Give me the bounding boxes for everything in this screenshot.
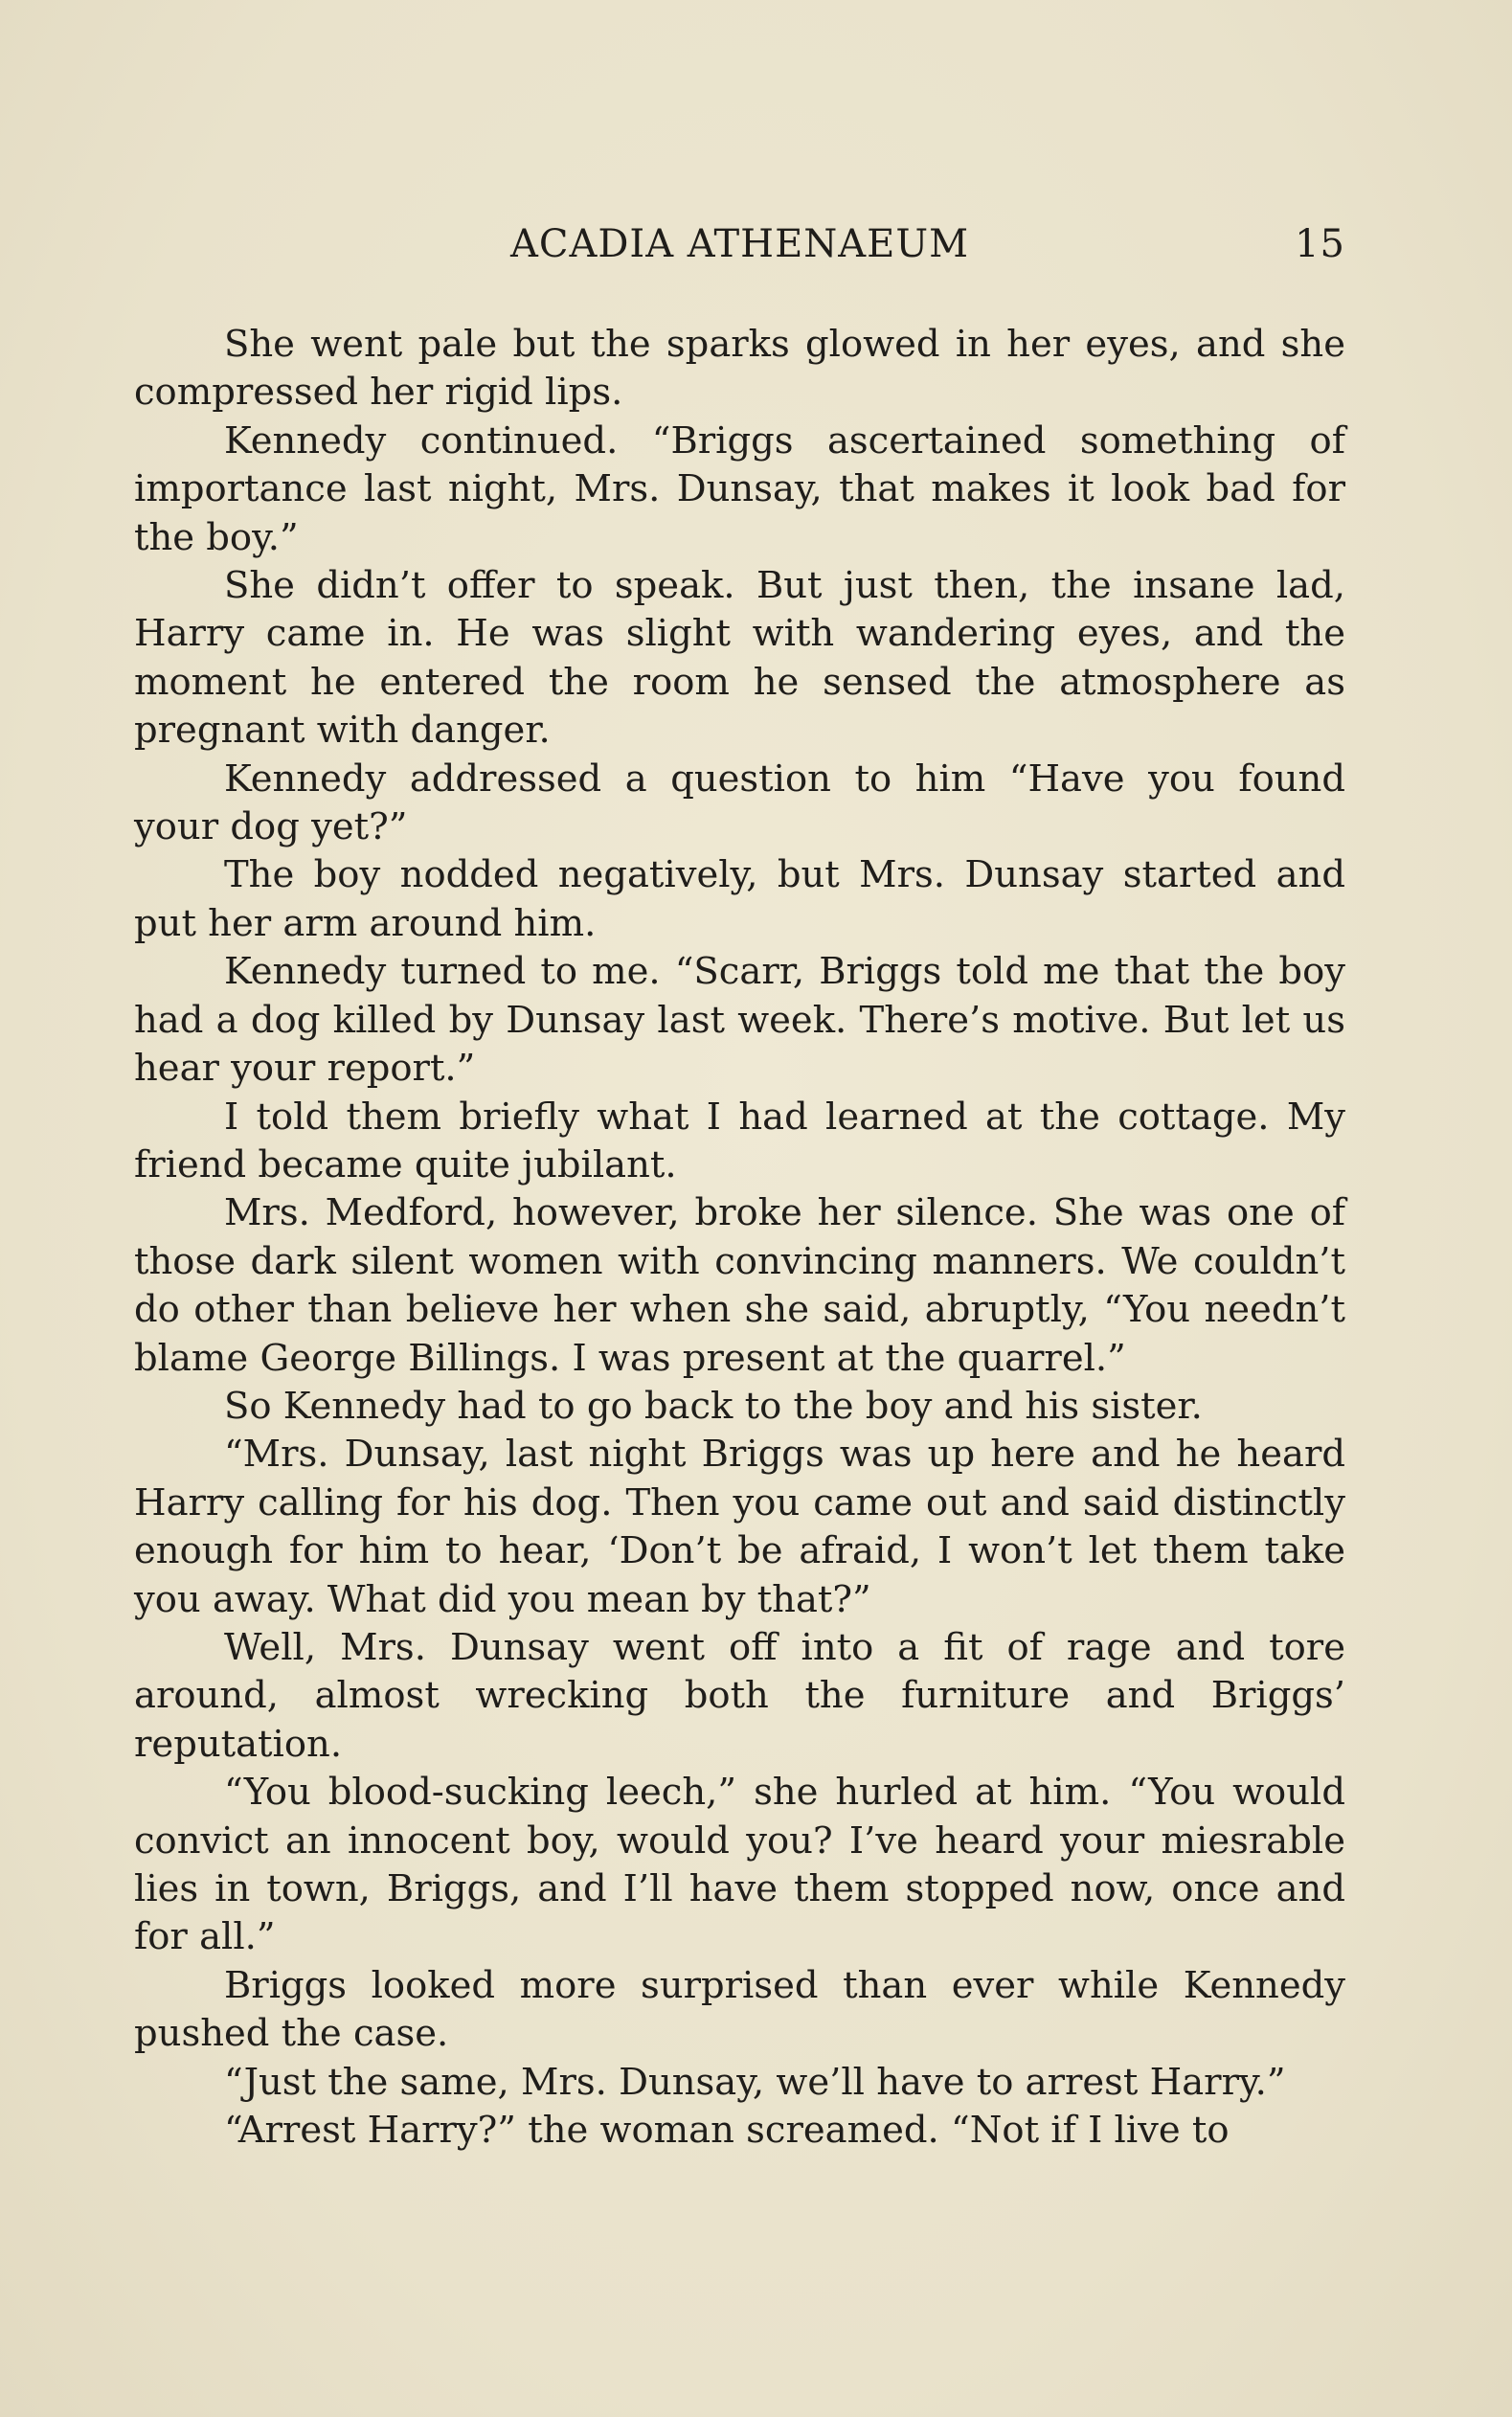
paragraph: Kennedy turned to me. “Scarr, Briggs told me that the boy had a dog killed by Dunsay last week. There’s motive. But let us hear your report.” (134, 950, 1345, 1091)
running-head (134, 222, 1345, 280)
page-number: 15 (1295, 222, 1345, 266)
paragraph: Well, Mrs. Dunsay went off into a fit of rage and tore around, almost wrecking both the furniture and Briggs’ reputation. (134, 1625, 1345, 1766)
body-text (134, 321, 1345, 2155)
paragraph: Kennedy addressed a question to him “Have you found your dog yet?” (134, 757, 1345, 849)
paragraph: I told them briefly what I had learned at the cottage. My friend became quite jubilant. (134, 1095, 1345, 1186)
paragraph: She went pale but the sparks glowed in her eyes, and she compressed her rigid lips. (134, 323, 1345, 415)
paragraph: So Kennedy had to go back to the boy and his sister. (224, 1384, 1203, 1428)
paragraph: “Mrs. Dunsay, last night Briggs was up here and he heard Harry calling for his dog. Then you came out and said distinctly enough for him to hear, ‘Don’t be afraid, I won’t let them take you away. What did you mean by that?” (134, 1433, 1345, 1621)
paragraph: Kennedy continued. “Briggs ascertained something of importance last night, Mrs. Dunsay, that makes it look bad for the boy.” (134, 418, 1345, 559)
paragraph: “You blood-sucking leech,” she hurled at him. “You would convict an innocent boy, would you? I’ve heard your miesrable lies in town, Briggs, and I’ll have them stopped now, once and for all.” (134, 1771, 1345, 1959)
paragraph: “Just the same, Mrs. Dunsay, we’ll have to arrest Harry.” (224, 2060, 1286, 2104)
paragraph: The boy nodded negatively, but Mrs. Dunsay started and put her arm around him. (134, 853, 1345, 945)
running-title: ACADIA ATHENAEUM (509, 222, 970, 266)
paragraph: Mrs. Medford, however, broke her silence. She was one of those dark silent women with convincing manners. We couldn’t do other than believe her when she said, abruptly, “You needn’t blame George Billings. I was present at the quarrel.” (134, 1191, 1345, 1380)
paragraph: “Arrest Harry?” the woman screamed. “Not if I live to (224, 2109, 1230, 2153)
paragraph: Briggs looked more surprised than ever while Kennedy pushed the case. (134, 1963, 1345, 2056)
paragraph: She didn’t offer to speak. But just then, the insane lad, Harry came in. He was slight with wandering eyes, and the moment he entered the room he sensed the atmosphere as pregnant with danger. (134, 564, 1345, 753)
